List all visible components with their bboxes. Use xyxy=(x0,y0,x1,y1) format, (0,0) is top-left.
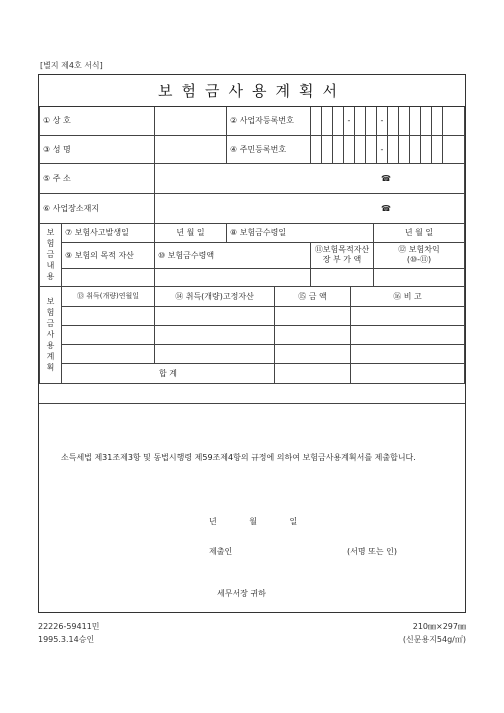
paper-type: (신문용지54g/㎡) xyxy=(402,635,466,644)
plan-cell[interactable] xyxy=(155,326,275,345)
amount-header: ⑮ 금 액 xyxy=(275,287,351,307)
insurance-usage-plan-form xyxy=(38,74,466,613)
business-reg-digit[interactable] xyxy=(366,107,377,135)
resident-reg-digit[interactable] xyxy=(443,135,465,163)
resident-reg-digit[interactable] xyxy=(399,135,410,163)
plan-cell[interactable] xyxy=(155,345,275,364)
resident-reg-digit[interactable] xyxy=(421,135,432,163)
business-reg-digit[interactable] xyxy=(333,107,344,135)
business-location-field[interactable] xyxy=(155,194,465,224)
resident-reg-digit[interactable] xyxy=(432,135,443,163)
book-value-label xyxy=(311,242,374,268)
business-reg-digit[interactable] xyxy=(355,107,366,135)
business-reg-digit[interactable] xyxy=(432,107,443,135)
business-reg-dash: - xyxy=(377,107,388,135)
insurance-difference-field[interactable] xyxy=(374,268,465,286)
plan-cell[interactable] xyxy=(62,326,155,345)
resident-reg-no-label: ④ 주민등록번호 xyxy=(227,135,311,163)
resident-reg-digit[interactable] xyxy=(333,135,344,163)
declaration-date[interactable]: 년 월 일 xyxy=(209,517,298,526)
phone-icon: ☎ xyxy=(381,204,391,213)
receipt-date-field[interactable]: 년 월 일 xyxy=(374,224,465,242)
form-title: 보험금사용계획서 xyxy=(39,75,465,107)
resident-reg-digit[interactable] xyxy=(355,135,366,163)
business-reg-digit[interactable] xyxy=(311,107,322,135)
form-code: 22226-59411민 xyxy=(38,622,100,631)
amount-received-field[interactable] xyxy=(155,268,311,286)
plan-cell[interactable] xyxy=(275,307,351,326)
book-value-label-line2: 장 부 가 액 xyxy=(322,255,362,264)
plan-cell[interactable] xyxy=(62,307,155,326)
fixed-asset-header: ⑭ 취득(개량)고정자산 xyxy=(155,287,275,307)
resident-reg-digit[interactable] xyxy=(311,135,322,163)
signature-label: (서명 또는 인) xyxy=(347,547,397,556)
submitter-label: 제출인 xyxy=(209,547,233,556)
business-reg-digit[interactable] xyxy=(421,107,432,135)
name-field[interactable] xyxy=(155,135,227,163)
insurance-difference-label xyxy=(374,242,465,268)
name-label: ③ 성 명 xyxy=(40,135,155,163)
remarks-header: ⑯ 비 고 xyxy=(351,287,465,307)
plan-cell[interactable] xyxy=(351,326,465,345)
approval-date: 1995.3.14승인 xyxy=(38,635,95,644)
address-table xyxy=(39,164,465,225)
accident-date-label: ⑦ 보험사고발생일 xyxy=(62,224,155,242)
phone-icon: ☎ xyxy=(381,173,391,183)
address-field[interactable] xyxy=(155,164,465,194)
business-reg-digit[interactable] xyxy=(322,107,333,135)
business-reg-digit[interactable] xyxy=(410,107,421,135)
total-remarks-field[interactable] xyxy=(351,364,465,384)
resident-reg-digit[interactable] xyxy=(388,135,399,163)
address-label: ⑤ 주 소 xyxy=(40,164,155,194)
book-value-field[interactable] xyxy=(311,268,374,286)
resident-reg-digit[interactable] xyxy=(322,135,333,163)
company-name-field[interactable] xyxy=(155,107,227,135)
total-amount-field[interactable] xyxy=(275,364,351,384)
resident-reg-digit[interactable] xyxy=(344,135,355,163)
addressee-label: 세무서장 귀하 xyxy=(217,589,266,598)
insurance-difference-label-line1: ⑫ 보험차익 xyxy=(398,245,440,254)
insurance-difference-label-line2: (⑩-⑪) xyxy=(406,255,432,264)
business-reg-digit[interactable] xyxy=(443,107,465,135)
resident-reg-digit[interactable] xyxy=(366,135,377,163)
plan-cell[interactable] xyxy=(275,345,351,364)
accident-date-field[interactable]: 년 월 일 xyxy=(155,224,227,242)
form-number-label: [별지 제4호 서식] xyxy=(40,61,103,70)
paper-size: 210㎜×297㎜ xyxy=(412,622,466,631)
receipt-date-label: ⑧ 보험금수령일 xyxy=(227,224,374,242)
usage-plan-table xyxy=(39,287,465,385)
total-label: 합 계 xyxy=(62,364,275,384)
acquisition-date-header: ⑬ 취득(개량)연월일 xyxy=(62,287,155,307)
plan-cell[interactable] xyxy=(351,345,465,364)
book-value-label-line1: ⑪보험목적자산 xyxy=(314,245,370,254)
insurance-content-table xyxy=(39,224,465,287)
target-asset-label: ⑨ 보험의 목적 자산 xyxy=(62,242,155,268)
plan-cell[interactable] xyxy=(62,345,155,364)
declaration-text: 소득세법 제31조제3항 및 동법시행령 제59조제4항의 규정에 의하여 보험금사용계획서를 제출합니다. xyxy=(61,453,416,462)
resident-reg-dash: - xyxy=(377,135,388,163)
business-reg-dash: - xyxy=(344,107,355,135)
business-reg-no-label: ② 사업자등록번호 xyxy=(227,107,311,135)
plan-cell[interactable] xyxy=(275,326,351,345)
resident-reg-digit[interactable] xyxy=(410,135,421,163)
usage-plan-section-label: 보험금사용계획 xyxy=(40,287,62,384)
declaration-area xyxy=(39,403,465,612)
plan-cell[interactable] xyxy=(155,307,275,326)
business-reg-digit[interactable] xyxy=(388,107,399,135)
amount-received-label: ⑩ 보험금수령액 xyxy=(155,242,311,268)
insurance-content-section-label: 보험금내용 xyxy=(40,224,62,286)
business-reg-digit[interactable] xyxy=(399,107,410,135)
business-location-label: ⑥ 사업장소재지 xyxy=(40,194,155,224)
identification-table xyxy=(39,107,465,164)
plan-cell[interactable] xyxy=(351,307,465,326)
company-name-label: ① 상 호 xyxy=(40,107,155,135)
target-asset-field[interactable] xyxy=(62,268,155,286)
